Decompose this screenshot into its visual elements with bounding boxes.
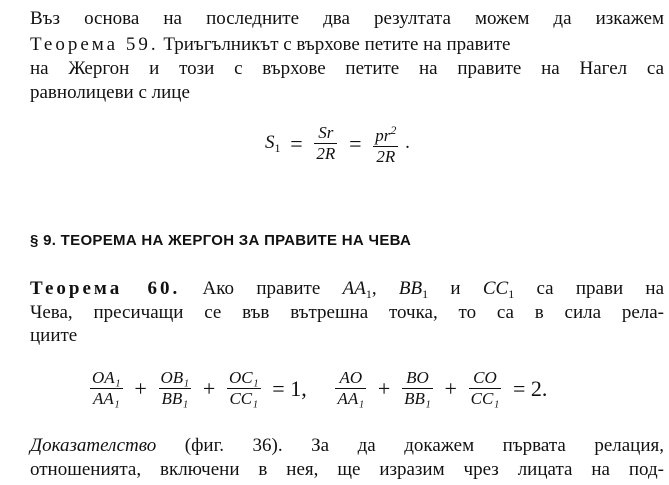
fraction-numerator: OA₁	[92, 368, 121, 387]
fraction-numerator	[373, 120, 398, 147]
section-heading: § 9. ТЕОРЕМА НА ЖЕРГОН ЗА ПРАВИТЕ НА ЧЕВА	[30, 232, 412, 249]
proof-label: Доказателство	[30, 435, 157, 456]
fraction-bo-bb1	[402, 368, 433, 409]
line-aa1-sub: 1	[365, 287, 372, 301]
proof-line-1	[30, 435, 664, 457]
fraction-sr-2r	[314, 123, 337, 164]
fraction-oa1-aa1	[90, 368, 123, 409]
line-cc1-sub: 1	[508, 287, 515, 301]
theorem-60-label: Теорема 60.	[30, 278, 181, 299]
formula-lhs-sub: 1	[274, 140, 281, 155]
fraction-numerator: Sr	[314, 123, 337, 144]
plus-sign: +	[377, 375, 391, 401]
equals-one: = 1,	[272, 375, 307, 401]
fraction-denominator: 2R	[376, 147, 396, 166]
fraction-denominator: AA₁	[92, 389, 120, 408]
formula-period: .	[405, 131, 410, 153]
fraction-numerator: CO	[469, 368, 502, 389]
cevian-ratio-formulas	[88, 368, 552, 409]
plus-sign: +	[202, 375, 216, 401]
theorem-59-text: Триъгълникът с върхове петите на правите	[158, 34, 511, 55]
formula-lhs: S	[265, 131, 275, 153]
fraction-ao-aa1	[335, 368, 366, 409]
numerator-base: pr	[375, 126, 391, 145]
fraction-numerator: OC₁	[229, 368, 259, 387]
theorem-60-line-2: Чева, пресичащи се във вътрешна точка, то са в сила рела-	[30, 302, 664, 323]
fraction-ob1-bb1	[159, 368, 192, 409]
fraction-pr2-2r	[373, 120, 398, 167]
text-line-2	[30, 34, 664, 56]
area-formula	[265, 120, 410, 167]
equals-sign: =	[290, 130, 303, 156]
line-bb1: BB	[398, 278, 423, 299]
fraction-denominator: AA₁	[337, 389, 365, 408]
fraction-denominator: CC₁	[470, 389, 500, 408]
equals-two: = 2.	[513, 375, 548, 401]
fraction-numerator: OB₁	[160, 368, 190, 387]
conjunction: и	[428, 278, 483, 299]
plus-sign: +	[134, 375, 147, 401]
plus-sign: +	[444, 375, 457, 401]
fraction-denominator: 2R	[316, 144, 336, 163]
line-cc1: CC	[482, 278, 509, 299]
proof-line-2: отношенията, включени в нея, ще изразим чрез лицата на под-	[30, 459, 664, 480]
fraction-denominator: CC₁	[229, 389, 259, 408]
fraction-numerator: AO	[335, 368, 366, 389]
equals-sign: =	[349, 130, 362, 156]
text-line-4: равнолицеви с лице	[30, 82, 190, 103]
fraction-numerator: BO	[402, 368, 433, 389]
fraction-co-cc1	[469, 368, 502, 409]
line-bb1-sub: 1	[422, 287, 429, 301]
fraction-oc1-cc1	[227, 368, 261, 409]
theorem-60-line-3: циите	[30, 325, 78, 346]
theorem-60-text-b: са прави на	[514, 278, 664, 299]
line-aa1: AA	[342, 278, 366, 299]
text-line-3: на Жергон и този с върхове петите на правите на Нагел са	[30, 58, 664, 79]
theorem-59-label: Теорема 59.	[30, 34, 159, 55]
text-line-1: Въз основа на последните два резултата можем да изкажем	[30, 8, 664, 29]
theorem-60-line-1	[30, 278, 664, 305]
fraction-denominator: BB₁	[161, 389, 189, 408]
theorem-60-text-a: Ако правите	[180, 278, 343, 299]
comma: ,	[371, 278, 377, 299]
numerator-exponent: 2	[390, 123, 397, 137]
fraction-denominator: BB₁	[404, 389, 431, 408]
proof-text-a: (фиг. 36). За да докажем първата релация,	[156, 435, 664, 456]
